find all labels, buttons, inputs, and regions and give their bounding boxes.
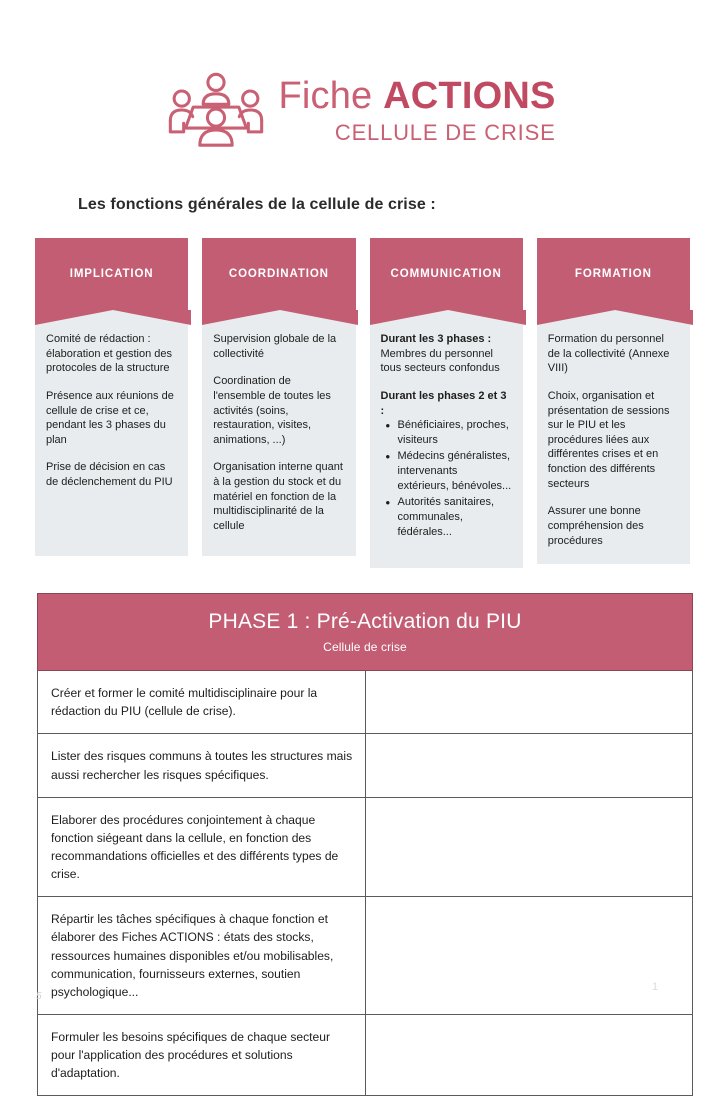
column-header-formation: FORMATION — [537, 238, 690, 310]
logo-title-bold: ACTIONS — [383, 74, 556, 117]
task-checkbox-cell[interactable] — [365, 671, 693, 734]
function-columns — [35, 238, 690, 568]
list-item: • Médecins généralistes, intervenants extérieurs, bénévoles... — [398, 449, 512, 493]
column-paragraph: Prise de décision en cas de déclenchement du PIU — [46, 461, 173, 488]
column-paragraph: Choix, organisation et présentation de sessions sur le PIU et les procédures liées aux différentes crises et en fonction des différents secteurs — [547, 389, 670, 490]
function-column-coordination — [202, 238, 355, 568]
task-checkbox-cell[interactable] — [365, 1014, 693, 1095]
phase-banner-row — [38, 594, 693, 671]
column-body-formation — [537, 310, 690, 564]
column-block — [381, 332, 512, 376]
task-checkbox-cell[interactable] — [365, 797, 693, 897]
list-item: • Autorités sanitaires, communales, fédérales... — [398, 495, 512, 539]
phase-banner — [38, 594, 693, 671]
function-column-formation — [537, 238, 690, 568]
column-block — [381, 389, 512, 539]
task-text: Elaborer des procédures conjointement à chaque fonction siégeant dans la cellule, en fonction des recommandations officielles et des différents types de crise. — [38, 797, 366, 897]
column-body-implication — [35, 310, 188, 556]
logo-text-block — [278, 74, 556, 145]
column-lead: Durant les 3 phases : — [380, 333, 492, 345]
phase-1-table — [37, 593, 693, 1096]
document-header — [0, 62, 724, 158]
column-paragraph: Organisation interne quant à la gestion du stock et du matériel en fonction de la multidisciplinarité de la cellule — [213, 461, 343, 532]
column-paragraph: Comité de rédaction : élaboration et gestion des protocoles de la structure — [46, 333, 172, 375]
function-column-communication — [370, 238, 523, 568]
column-paragraph: Membres du personnel tous secteurs confondus — [380, 347, 500, 375]
column-bullet-list — [381, 418, 512, 539]
logo-lockup — [168, 71, 555, 149]
task-text: Répartir les tâches spécifiques à chaque fonction et élaborer des Fiches ACTIONS : états des stocks, ressources humaines disponibles et/ou mobilisables, communication, fournisseurs externes, soutien psychologique... — [38, 897, 366, 1015]
column-header-implication: IMPLICATION — [35, 238, 188, 310]
column-lead: Durant les phases 2 et 3 : — [380, 389, 507, 417]
logo-title-light: Fiche — [278, 74, 384, 117]
column-paragraph: Coordination de l'ensemble de toutes les activités (soins, restauration, visites, animations, ...) — [213, 375, 331, 446]
section-title: Les fonctions générales de la cellule de crise : — [78, 196, 436, 213]
function-column-implication — [35, 238, 188, 568]
column-header-coordination: COORDINATION — [202, 238, 355, 310]
table-row — [38, 1014, 693, 1095]
column-paragraph: Présence aux réunions de cellule de crise et ce, pendant les 3 phases du plan — [46, 389, 174, 446]
logo-title — [278, 74, 556, 117]
list-item: • Bénéficiaires, proches, visiteurs — [398, 418, 512, 447]
logo-subtitle: CELLULE DE CRISE — [334, 119, 556, 145]
footer-page-number: 1 — [652, 981, 659, 993]
task-checkbox-cell[interactable] — [365, 734, 693, 797]
table-row — [38, 671, 693, 734]
column-body-coordination — [202, 310, 355, 556]
footer-left-number: 5 — [36, 991, 42, 1002]
task-checkbox-cell[interactable] — [365, 897, 693, 1015]
column-paragraph: Formation du personnel de la collectivité (Annexe VIII) — [547, 333, 670, 375]
table-row — [38, 797, 693, 897]
task-text: Créer et former le comité multidisciplinaire pour la rédaction du PIU (cellule de crise). — [38, 671, 366, 734]
phase-banner-subtitle: Cellule de crise — [323, 640, 407, 655]
column-paragraph: Supervision globale de la collectivité — [213, 333, 337, 360]
table-row — [38, 897, 693, 1015]
phase-banner-title: PHASE 1 : Pré-Activation du PIU — [208, 610, 522, 633]
column-header-communication: COMMUNICATION — [370, 238, 523, 310]
column-body-communication — [370, 310, 523, 568]
column-paragraph: Assurer une bonne compréhension des procédures — [547, 505, 644, 547]
table-row — [38, 734, 693, 797]
task-text: Lister des risques communs à toutes les structures mais aussi rechercher les risques spécifiques. — [38, 734, 366, 797]
task-text: Formuler les besoins spécifiques de chaque secteur pour l'application des procédures et solutions d'adaptation. — [38, 1014, 366, 1095]
meeting-table-people-icon — [168, 71, 264, 149]
